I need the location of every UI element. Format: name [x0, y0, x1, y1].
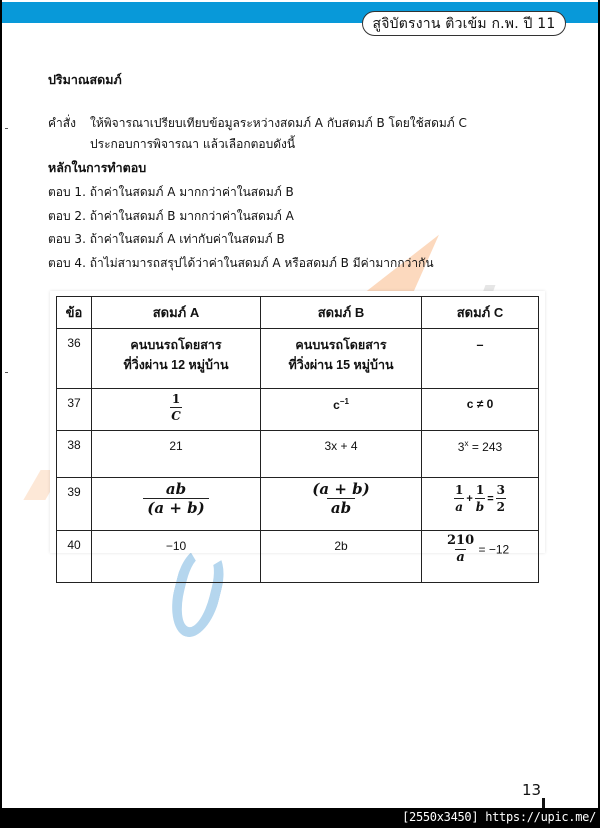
numerator: 1: [455, 483, 464, 497]
cell-c: [422, 531, 539, 583]
header-no: ข้อ: [57, 297, 92, 329]
denominator: 2: [496, 500, 505, 514]
choice-1: ตอบ 1. ถ้าค่าในสดมภ์ A มากกว่าค่าในสดมภ์ B: [48, 185, 294, 199]
choice-2: ตอบ 2. ถ้าค่าในสดมภ์ B มากกว่าค่าในสดมภ์ A: [48, 208, 294, 223]
cell-a: [92, 329, 261, 389]
table-row: [57, 329, 539, 389]
table-row: [57, 531, 539, 583]
fraction: [170, 391, 182, 424]
cell-a-value: 21: [169, 439, 183, 453]
cell-b: [261, 531, 422, 583]
cell-c: [422, 329, 539, 389]
margin-mark: [5, 372, 8, 373]
table-row: [57, 478, 539, 531]
numerator: ab: [165, 480, 187, 498]
cell-a-line-2: ที่วิ่งผ่าน 12 หมู่บ้าน: [123, 358, 229, 372]
cell-c-value: –: [476, 338, 484, 352]
denominator: (a + b): [143, 498, 208, 518]
image-host-watermark: [2550x3450] https://upic.me/: [402, 810, 596, 824]
margin-mark: [5, 128, 8, 129]
equation-rest: = −12: [478, 542, 510, 557]
answer-choices: [48, 181, 434, 275]
header-column-a: สดมภ์ A: [92, 297, 261, 329]
cell-b-value: 3x + 4: [324, 439, 358, 453]
exponent: −1: [339, 397, 349, 406]
base: 3: [457, 440, 465, 454]
cell-b: [261, 329, 422, 389]
fraction: [308, 480, 373, 518]
document-page: [2, 0, 598, 808]
instruction-block: [48, 113, 548, 155]
header-column-b: สดมภ์ B: [261, 297, 422, 329]
cell-a: [92, 431, 261, 478]
cell-a: [92, 389, 261, 431]
denominator: a: [455, 500, 464, 514]
header-column-c: สดมภ์ C: [422, 297, 539, 329]
row-number: 39: [57, 478, 92, 531]
table-row: [57, 431, 539, 478]
instruction-line-2: ประกอบการพิจารณา แล้วเลือกตอบดังนี้: [90, 137, 296, 151]
cell-b: [261, 431, 422, 478]
table-row: [57, 389, 539, 431]
fraction: [446, 533, 475, 566]
row-number: 36: [57, 329, 92, 389]
principles-title: หลักในการทำตอบ: [48, 160, 147, 175]
comparison-table-container: [50, 291, 545, 565]
cell-a-value: −10: [165, 539, 187, 553]
choice-4: ตอบ 4. ถ้าไม่สามารถสรุปได้ว่าค่าในสดมภ์ A หรือสดมภ์ B มีค่ามากกว่ากัน: [48, 255, 434, 270]
denominator: ab: [327, 498, 355, 518]
cell-b-line-2: ที่วิ่งผ่าน 15 หมู่บ้าน: [288, 358, 394, 372]
numerator: 3: [496, 483, 505, 497]
row-number: 37: [57, 389, 92, 431]
instruction-line-1: ให้พิจารณาเปรียบเทียบข้อมูลระหว่างสดมภ์ A กับสดมภ์ B โดยใช้สดมภ์ C: [90, 116, 467, 130]
row-number: 40: [57, 531, 92, 583]
page-number-tick: [542, 798, 545, 808]
fraction: [143, 480, 208, 518]
section-title: ปริมาณสดมภ์: [48, 72, 122, 87]
exponent: x: [464, 439, 469, 448]
choice-3: ตอบ 3. ถ้าค่าในสดมภ์ A เท่ากับค่าในสดมภ์ B: [48, 232, 285, 246]
cell-c: [422, 431, 539, 478]
numerator: 210: [447, 533, 475, 548]
page-number: 13: [522, 781, 542, 799]
row-number: 38: [57, 431, 92, 478]
fraction: [496, 482, 506, 515]
cell-c: [422, 389, 539, 431]
numerator: 1: [475, 483, 485, 497]
cell-a-line-1: คนบนรถโดยสาร: [130, 338, 222, 352]
denominator: a: [456, 550, 465, 565]
numerator: (a + b): [312, 480, 370, 498]
denominator: b: [475, 500, 485, 514]
numerator: 1: [171, 392, 181, 406]
cell-b-line-1: คนบนรถโดยสาร: [295, 338, 387, 352]
base: c: [333, 398, 340, 412]
cell-a: [92, 531, 261, 583]
cell-c: [422, 478, 539, 531]
fraction: [454, 482, 464, 515]
operator: =: [487, 492, 494, 505]
cell-c-value: c ≠ 0: [466, 397, 494, 411]
comparison-table: [56, 296, 539, 583]
cell-b: [261, 478, 422, 531]
header-title: สูจิบัตรงาน ติวเข้ม ก.พ. ปี 11: [362, 11, 566, 36]
instruction-label: คำสั่ง: [48, 116, 76, 130]
cell-a: [92, 478, 261, 531]
operator: +: [466, 492, 473, 505]
equation-rest: = 243: [468, 440, 503, 454]
cell-b-value: 2b: [334, 539, 348, 553]
fraction: [475, 482, 485, 515]
denominator: C: [171, 409, 181, 423]
table-header-row: [57, 297, 539, 329]
cell-b: [261, 389, 422, 431]
